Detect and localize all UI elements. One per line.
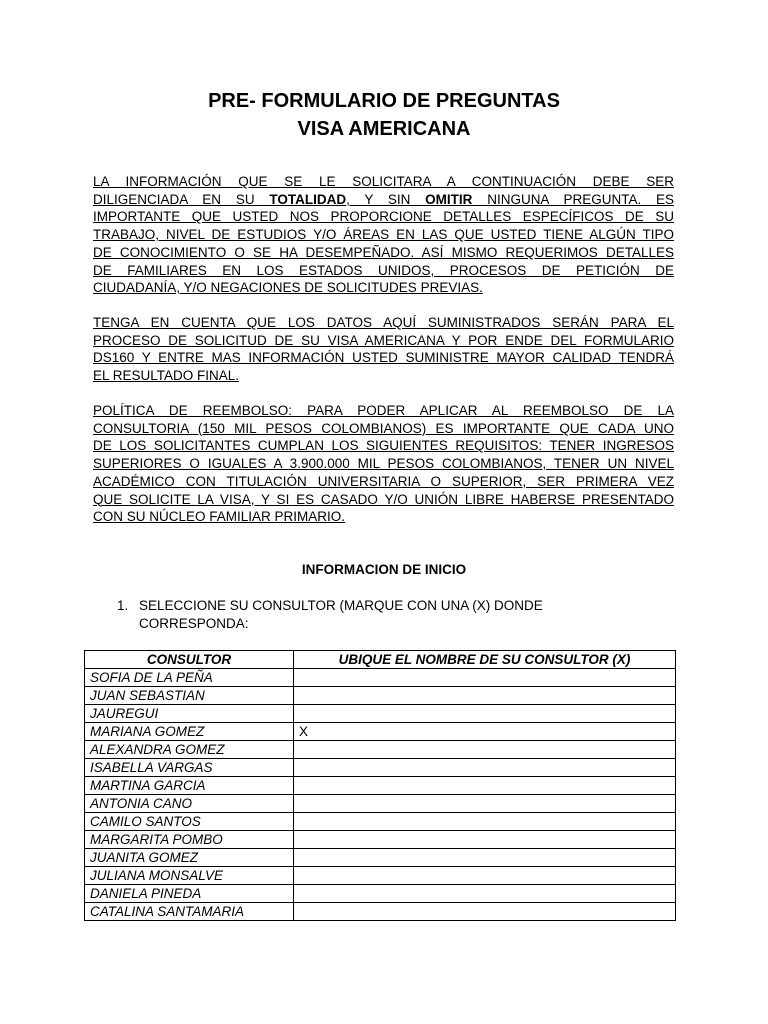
column-header-mark: UBIQUE EL NOMBRE DE SU CONSULTOR (X) <box>294 651 676 669</box>
intro-paragraph-refund-policy <box>93 402 674 526</box>
consultant-name-cell: MARIANA GOMEZ <box>85 723 294 741</box>
question-text-line2: CORRESPONDA: <box>139 615 249 631</box>
consultant-mark-cell[interactable] <box>294 849 676 867</box>
consultant-mark-cell[interactable] <box>294 705 676 723</box>
question-number: 1. <box>117 598 129 613</box>
paragraph-line: SUPERIORES O IGUALES A 3.900.000 MIL PESOS COLOMBIANOS, TENER UN NIVEL <box>93 456 674 472</box>
consultant-mark-cell[interactable]: X <box>294 723 676 741</box>
table-row <box>85 885 676 903</box>
consultant-mark-cell[interactable] <box>294 831 676 849</box>
paragraph-line: EL RESULTADO FINAL. <box>93 368 240 384</box>
consultant-name-cell: ALEXANDRA GOMEZ <box>85 741 294 759</box>
consultant-name-cell: ANTONIA CANO <box>85 795 294 813</box>
consultant-mark-cell[interactable] <box>294 687 676 705</box>
intro-paragraph-note <box>93 314 674 385</box>
paragraph-line: QUE SOLICITE LA VISA, Y SI ES CASADO Y/O UNIÓN LIBRE HABERSE PRESENTADO <box>93 491 674 507</box>
consultant-mark-cell[interactable] <box>294 777 676 795</box>
paragraph-line: CON SU NÚCLEO FAMILIAR PRIMARIO. <box>93 509 346 525</box>
paragraph-line: IMPORTANTE QUE USTED NOS PROPORCIONE DETALLES ESPECÍFICOS DE SU <box>93 209 674 225</box>
paragraph-line: POLÍTICA DE REEMBOLSO: PARA PODER APLICAR AL REEMBOLSO DE LA <box>93 403 674 418</box>
paragraph-line: CIUDADANÍA, Y/O NEGACIONES DE SOLICITUDES PREVIAS. <box>93 280 483 296</box>
paragraph-line: PROCESO DE SOLICITUD DE SU VISA AMERICANA Y POR ENDE DEL FORMULARIO <box>93 332 674 348</box>
document-title-line1: PRE- FORMULARIO DE PREGUNTAS <box>208 90 560 112</box>
table-row <box>85 705 676 723</box>
consultant-mark-cell[interactable] <box>294 867 676 885</box>
paragraph-line: DILIGENCIADA EN SU TOTALIDAD, Y SIN OMITIR NINGUNA PREGUNTA. ES <box>93 191 674 207</box>
consultant-mark-cell[interactable] <box>294 885 676 903</box>
consultant-mark-cell[interactable] <box>294 903 676 921</box>
consultant-name-cell: MARTINA GARCIA <box>85 777 294 795</box>
paragraph-line: DE LOS SOLICITANTES CUMPLAN LOS SIGUIENTES REQUISITOS: TENER INGRESOS <box>93 438 674 454</box>
consultant-mark-cell[interactable] <box>294 741 676 759</box>
consultant-table <box>84 650 676 921</box>
consultant-mark-cell[interactable] <box>294 669 676 687</box>
emphasis-omitir: OMITIR <box>425 191 473 207</box>
table-row <box>85 849 676 867</box>
table-row <box>85 687 676 705</box>
question-text <box>139 597 589 632</box>
consultant-mark-cell[interactable] <box>294 759 676 777</box>
emphasis-totalidad: TOTALIDAD <box>269 191 347 207</box>
paragraph-line: TRABAJO, NIVEL DE ESTUDIOS Y/O ÁREAS EN LAS QUE USTED TIENE ALGÚN TIPO <box>93 227 674 243</box>
table-row <box>85 867 676 885</box>
paragraph-line: DE CONOCIMIENTO O SE HA DESEMPEÑADO. ASÍ MISMO REQUERIMOS DETALLES <box>93 244 674 260</box>
paragraph-line: DE FAMILIARES EN LOS ESTADOS UNIDOS, PROCESOS DE PETICIÓN DE <box>93 262 674 278</box>
intro-paragraph-information <box>93 173 674 297</box>
paragraph-line: CONSULTORIA (150 MIL PESOS COLOMBIANOS) ES IMPORTANTE QUE CADA UNO <box>93 420 674 436</box>
consultant-name-cell: JUAN SEBASTIAN <box>85 687 294 705</box>
consultant-mark-cell[interactable] <box>294 795 676 813</box>
table-row <box>85 741 676 759</box>
table-row <box>85 831 676 849</box>
table-row <box>85 903 676 921</box>
table-header-row <box>85 651 676 669</box>
consultant-mark-cell[interactable] <box>294 813 676 831</box>
consultant-name-cell: MARGARITA POMBO <box>85 831 294 849</box>
table-row <box>85 759 676 777</box>
document-title-line2: VISA AMERICANA <box>297 118 471 140</box>
question-text-line1: SELECCIONE SU CONSULTOR (MARQUE CON UNA (X) DONDE <box>139 598 543 613</box>
consultant-name-cell: CAMILO SANTOS <box>85 813 294 831</box>
table-row <box>85 669 676 687</box>
consultant-name-cell: SOFIA DE LA PEÑA <box>85 669 294 687</box>
paragraph-line: ACADÉMICO CON TITULACIÓN UNIVERSITARIA O SUPERIOR, SER PRIMERA VEZ <box>93 473 674 489</box>
consultant-name-cell: ISABELLA VARGAS <box>85 759 294 777</box>
paragraph-line: LA INFORMACIÓN QUE SE LE SOLICITARA A CONTINUACIÓN DEBE SER <box>93 174 674 189</box>
consultant-name-cell: JUANITA GOMEZ <box>85 849 294 867</box>
table-row <box>85 813 676 831</box>
paragraph-line: DS160 Y ENTRE MAS INFORMACIÓN USTED SUMINISTRE MAYOR CALIDAD TENDRÁ <box>93 350 674 366</box>
consultant-name-cell: CATALINA SANTAMARIA <box>85 903 294 921</box>
consultant-name-cell: JAUREGUI <box>85 705 294 723</box>
table-row <box>85 777 676 795</box>
table-row <box>85 795 676 813</box>
consultant-name-cell: JULIANA MONSALVE <box>85 867 294 885</box>
table-row <box>85 723 676 741</box>
section-title: INFORMACION DE INICIO <box>301 562 467 577</box>
consultant-name-cell: DANIELA PINEDA <box>85 885 294 903</box>
paragraph-line: TENGA EN CUENTA QUE LOS DATOS AQUÍ SUMINISTRADOS SERÁN PARA EL <box>93 315 674 330</box>
column-header-consultant: CONSULTOR <box>85 651 294 669</box>
